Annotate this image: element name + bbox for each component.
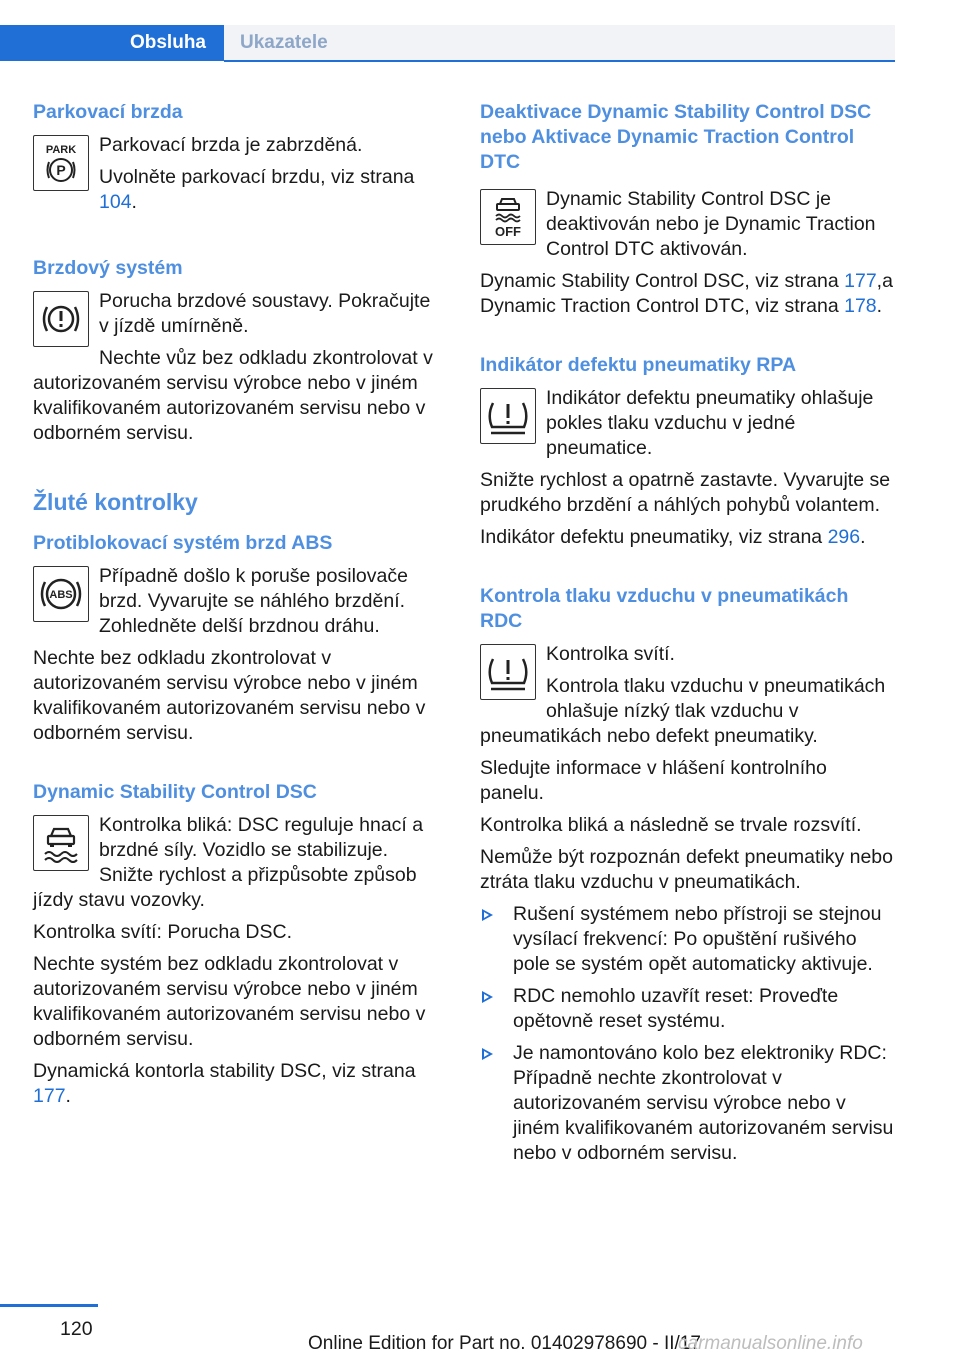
section-title: Kontrola tlaku vzduchu v pneumatikách RDC [480,585,849,632]
rpa-text-3 [480,525,895,550]
abs-text-2: Nechte bez odkladu zkontrolovat v autorizovaném servisu výrobce nebo v jiném kvalifikovaném autorizovaném servisu nebo v odborném servisu. [33,647,426,744]
rdc-text-4: Kontrolka bliká a následně se trvale rozsvítí. [480,814,862,836]
link-page-177[interactable]: 177 [33,1085,66,1107]
section-dsc [33,780,443,1109]
list-item [480,1041,895,1166]
dsc-text-2: Kontrolka svítí: Porucha DSC. [33,921,293,943]
section-abs [33,531,443,746]
brake-text-2: Nechte vůz bez odkladu zkontrolovat v autorizovaném servisu výrobce nebo v jiném kvalifikovaném autorizovaném servisu nebo v odborném servisu. [33,347,433,444]
section-title: Dynamic Stability Control DSC [33,781,317,803]
tire-warning-icon [480,388,536,444]
dsc-text-3: Nechte systém bez odkladu zkontrolovat v autorizovaném servisu výrobce nebo v jiném kvalifikovaném autorizovaném servisu nebo v odborném servisu. [33,953,426,1050]
dsc-off-text-2-post: . [876,295,883,317]
tab-ukazatele[interactable] [224,25,895,61]
section-brake-system [33,256,443,453]
parking-text-2 [33,165,443,215]
dsc-text-1: Kontrolka bliká: DSC reguluje hnací a brzdné síly. Vozidlo se stabilizuje. Snižte rychlost a přizpůsobte způsob jízdy stavu vozovky. [33,814,424,911]
footer-divider [0,1304,98,1307]
section-rdc [480,584,895,1166]
rpa-text-1: Indikátor defektu pneumatiky ohlašuje pokles tlaku vzduchu v jedné pneumatice. [546,387,874,459]
link-page-296[interactable]: 296 [827,526,861,548]
watermark: carmanualsonline.info [678,1333,863,1354]
heading-yellow-lights: Žluté kontrolky [33,489,198,515]
abs-icon-text: ABS [49,589,73,601]
parking-icon-letter: P [56,162,66,178]
page-header [0,0,960,62]
dsc-off-text-1: Dynamic Stability Control DSC je deaktivován nebo je Dynamic Traction Control DTC aktivován. [546,188,876,260]
abs-text-1: Případně došlo k poruše posilovače brzd. Vyvarujte se náhlého brzdění. Zohledněte delší brzdnou dráhu. [99,565,408,637]
rdc-bullet-list [480,902,895,1166]
section-title: Indikátor defektu pneumatiky RPA [480,354,797,376]
rdc-text-2: Kontrola tlaku vzduchu v pneumatikách ohlašuje nízký tlak vzduchu v pneumatikách nebo defekt pneumatiky. [480,675,886,747]
section-title: Brzdový systém [33,257,183,279]
brake-text-1: Porucha brzdové soustavy. Pokračujte v jízdě umírněně. [99,290,431,337]
tab-obsluha[interactable] [0,25,224,61]
dsc-text-4-pre: Dynamická kontorla stability DSC, viz strana [33,1060,416,1082]
dsc-text-4 [33,1059,443,1109]
rpa-text-3-pre: Indikátor defektu pneumatiky, viz strana [480,526,828,548]
list-item-text: Je namontováno kolo bez elektroniky RDC: Případně nechte zkontrolovat v autorizovaném servisu výrobce nebo v jiném kvalifikovaném autorizovaném servisu nebo v odborném servisu. [513,1042,894,1164]
link-page-178[interactable]: 178 [844,295,877,317]
parking-text-2-post: . [131,191,137,213]
link-page-104[interactable]: 104 [99,191,132,213]
dsc-off-icon-text: OFF [495,224,521,239]
section-title: Parkovací brzda [33,101,183,123]
list-item-text: RDC nemohlo uzavřít reset: Proveďte opětovně reset systému. [513,985,839,1032]
dsc-off-text-2 [480,269,895,319]
dsc-off-icon [480,189,536,245]
dsc-text-4-post: . [65,1085,71,1107]
header-divider [224,60,895,62]
edition-text: Online Edition for Part no. 01402978690 - II/17 [308,1333,701,1354]
parking-text-1: Parkovací brzda je zabrzděná. [99,134,363,156]
right-column [480,100,895,1200]
list-item-text: Rušení systémem nebo přístroji se stejnou vysílací frekvencí: Po opuštění rušivého pole se systém opět automaticky aktivuje. [513,903,882,975]
section-rpa [480,353,895,550]
link-page-177[interactable]: 177 [844,270,877,292]
rpa-text-3-post: . [860,526,866,548]
section-title: Protiblokovací systém brzd ABS [33,532,333,554]
page-number: 120 [60,1318,93,1340]
rdc-text-3: Sledujte informace v hlášení kontrolního panelu. [480,757,827,804]
rpa-text-2: Snižte rychlost a opatrně zastavte. Vyvarujte se prudkého brzdění a náhlých pohybů volantem. [480,469,891,516]
list-item [480,902,895,977]
abs-icon [33,566,89,622]
bullet-triangle-icon [482,909,493,921]
tire-pressure-icon [480,644,536,700]
section-dsc-off [480,100,895,319]
section-title: Deaktivace Dynamic Stability Control DSC nebo Aktivace Dynamic Traction Control DTC [480,101,872,173]
bullet-triangle-icon [482,1048,493,1060]
list-item [480,984,895,1034]
dsc-icon [33,815,89,871]
parking-text-2-pre: Uvolněte parkovací brzdu, viz strana [99,166,415,188]
tab-obsluha-label: Obsluha [129,32,206,53]
left-column [33,100,443,1143]
parking-brake-icon [33,135,89,191]
section-parking-brake [33,100,443,222]
rdc-text-5: Nemůže být rozpoznán defekt pneumatiky nebo ztráta tlaku vzduchu v pneumatikách. [480,846,893,893]
bullet-triangle-icon [482,991,493,1003]
rdc-text-1: Kontrolka svítí. [546,643,675,665]
parking-icon-text: PARK [45,144,77,156]
dsc-off-text-2-pre: Dynamic Stability Control DSC, viz strana [480,270,845,292]
brake-warning-icon [33,291,89,347]
tab-ukazatele-label: Ukazatele [240,32,328,53]
dsc-off-text-2-mid: ,a Dynamic Traction Control DTC, viz strana [480,270,893,317]
